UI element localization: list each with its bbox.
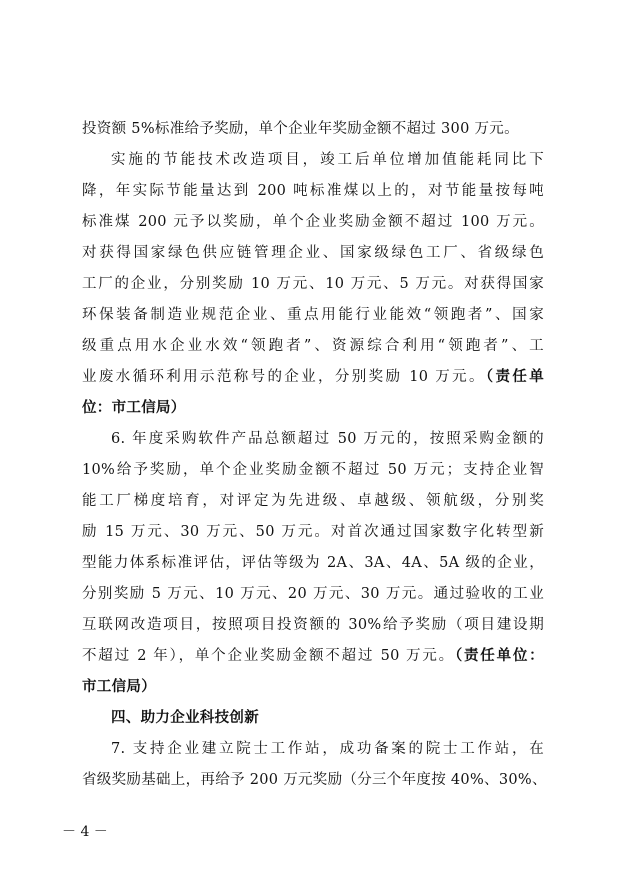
text-line: 型能力体系标准评估，评估等级为 2A、3A、4A、5A 级的企业， <box>82 555 544 571</box>
responsible-unit-label: （责任单 <box>485 369 545 385</box>
text-line: 降，年实际节能量达到 200 吨标准煤以上的，对节能量按每吨 <box>82 183 544 199</box>
paragraph-start-line: 实施的节能技术改造项目，竣工后单位增加值能耗同比下 <box>111 152 544 168</box>
text-line: 不超过 2 年），单个企业奖励金额不超过 50 万元。（责任单位： <box>82 648 544 664</box>
responsible-unit-line: 市工信局） <box>82 679 156 695</box>
text-line: 业废水循环利用示范称号的企业，分别奖励 10 万元。（责任单 <box>82 369 545 385</box>
text-line: 标准煤 200 元予以奖励，单个企业奖励金额不超过 100 万元。 <box>82 214 544 230</box>
text-line: 10%给予奖励，单个企业奖励金额不超过 50 万元；支持企业智 <box>82 462 544 478</box>
text-line: 级重点用水企业水效“领跑者”、资源综合利用“领跑者”、工 <box>82 338 544 354</box>
responsible-unit-line: 位：市工信局） <box>82 400 186 416</box>
text-line: 励 15 万元、30 万元、50 万元。对首次通过国家数字化转型新 <box>82 524 544 540</box>
text-line: 分别奖励 5 万元、10 万元、20 万元、30 万元。通过验收的工业 <box>82 586 544 602</box>
text-line: 工厂的企业，分别奖励 10 万元、10 万元、5 万元。对获得国家 <box>82 276 544 292</box>
text-line: 能工厂梯度培育，对评定为先进级、卓越级、领航级，分别奖 <box>82 493 544 509</box>
text-line: 互联网改造项目，按照项目投资额的 30%给予奖励（项目建设期 <box>82 617 544 633</box>
text-line: 环保装备制造业规范企业、重点用能行业能效“领跑者”、国家 <box>82 307 544 323</box>
text-line: 投资额 5%标准给予奖励，单个企业年奖励金额不超过 300 万元。 <box>82 121 519 137</box>
page-number: － 4 － <box>62 824 108 840</box>
responsible-unit-label: （责任单位： <box>454 648 544 664</box>
text-line: 对获得国家绿色供应链管理企业、国家级绿色工厂、省级绿色 <box>82 245 544 261</box>
paragraph-start-line: 6. 年度采购软件产品总额超过 50 万元的，按照采购金额的 <box>111 431 544 447</box>
text-line: 省级奖励基础上，再给予 200 万元奖励（分三个年度按 40%、30%、 <box>82 772 547 788</box>
section-heading: 四、助力企业科技创新 <box>111 710 259 726</box>
paragraph-start-line: 7. 支持企业建立院士工作站，成功备案的院士工作站，在 <box>111 741 544 757</box>
